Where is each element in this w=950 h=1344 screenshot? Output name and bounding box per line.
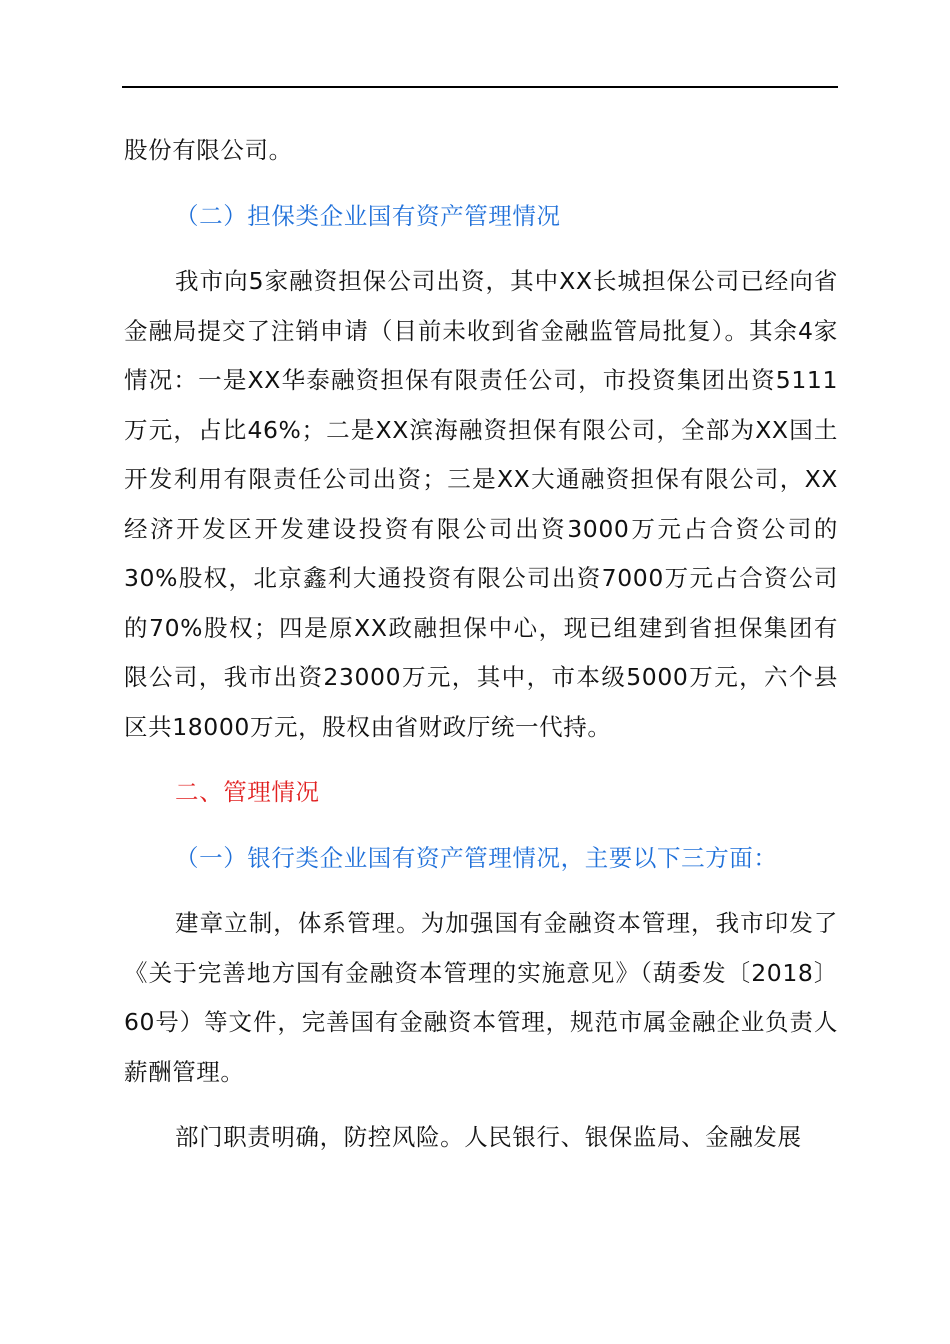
heading-management: 二、管理情况: [175, 778, 320, 806]
header-rule: [122, 86, 838, 88]
paragraph-guarantee-companies: 我市向5家融资担保公司出资，其中XX长城担保公司已经向省金融局提交了注销申请（目前未收到省金融监管局批复）。其余4家情况：一是XX华泰融资担保有限责任公司，市投资集团出资5111万元，占比46%；二是XX滨海融资担保有限公司，全部为XX国土开发利用有限责任公司出资；三是XX大通融资担保有限公司，XX经济开发区开发建设投资有限公司出资3000万元占合资公司的30%股权，北京鑫利大通投资有限公司出资7000万元占合资公司的70%股权；四是原XX政融担保中心，现已组建到省担保集团有限公司，我市出资23000万元，其中，市本级5000万元，六个县区共18000万元，股权由省财政厅统一代持。: [124, 267, 838, 741]
subheading-bank-assets: （一）银行类企业国有资产管理情况，主要以下三方面：: [175, 843, 778, 872]
paragraph-continuation: 股份有限公司。: [124, 136, 293, 164]
paragraph-regulations: 建章立制，体系管理。为加强国有金融资本管理，我市印发了《关于完善地方国有金融资本管理的实施意见》（葫委发〔2018〕60号）等文件，完善国有金融资本管理，规范市属金融企业负责人薪酬管理。: [124, 909, 838, 1086]
document-body: [124, 126, 838, 1163]
subheading-guarantee-assets: （二）担保类企业国有资产管理情况: [175, 201, 561, 230]
paragraph-responsibilities: 部门职责明确，防控风险。人民银行、银保监局、金融发展: [175, 1123, 802, 1151]
